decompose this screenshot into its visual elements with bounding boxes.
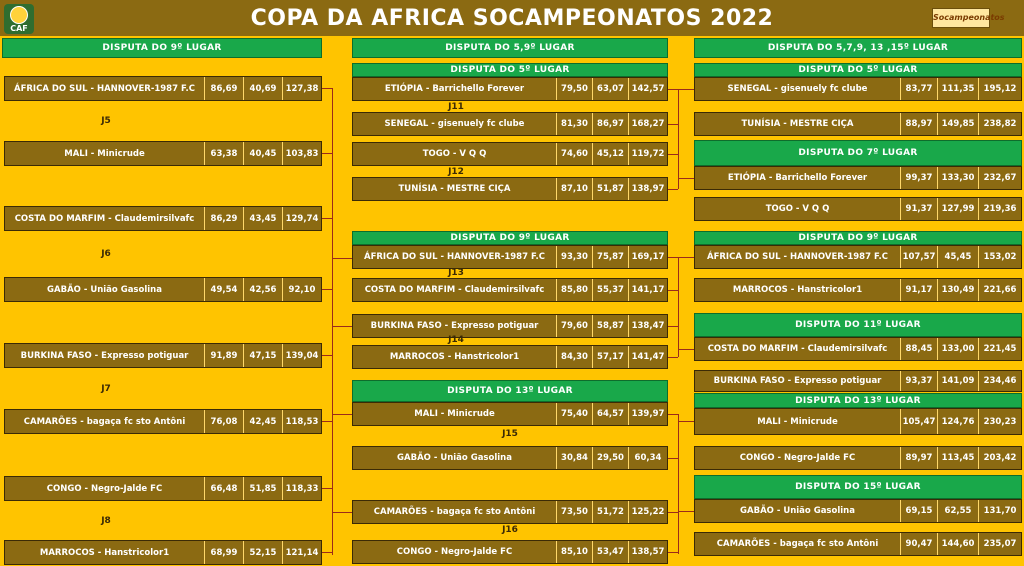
team-name: COSTA DO MARFIM - Claudemirsilvafc	[695, 338, 901, 360]
score-1: 69,15	[901, 500, 938, 522]
bracket-line	[668, 189, 678, 190]
col3-sub-header-15: DISPUTA DO 15º LUGAR	[694, 475, 1022, 499]
team-name: ETIÓPIA - Barrichello Forever	[695, 167, 901, 189]
team-name: BURKINA FASO - Expresso potiguar	[353, 315, 557, 337]
team-name: ÁFRICA DO SUL - HANNOVER-1987 F.C	[695, 246, 901, 268]
score-total: 230,23	[983, 416, 1017, 427]
team-name: TOGO - V Q Q	[353, 143, 557, 165]
game-label: J5	[101, 116, 111, 126]
game-label: J13	[448, 268, 464, 278]
team-name: COSTA DO MARFIM - Claudemirsilvafc	[353, 279, 557, 301]
game-label: J7	[101, 384, 111, 394]
score-total: 118,33	[285, 483, 319, 494]
score-total: 221,66	[983, 285, 1017, 295]
game-label: J12	[448, 167, 464, 177]
col1-header: DISPUTA DO 9º LUGAR	[2, 38, 322, 58]
score-total: 234,46	[983, 376, 1017, 386]
score-1: 86,69	[205, 77, 244, 100]
score-1: 88,45	[901, 338, 938, 360]
score-2: 40,69	[244, 77, 283, 100]
score-2: 42,56	[244, 278, 283, 301]
score-1: 86,29	[205, 207, 244, 230]
col3-row-5	[694, 245, 1022, 269]
score-1: 63,38	[205, 142, 244, 165]
score-1: 91,37	[901, 198, 938, 220]
score-total: 125,22	[631, 507, 665, 517]
team-name: ÁFRICA DO SUL - HANNOVER-1987 F.C	[5, 77, 205, 100]
bracket-line	[668, 89, 678, 90]
score-2: 64,57	[593, 403, 629, 425]
score-2: 130,49	[938, 279, 979, 301]
bracket-line	[668, 414, 678, 415]
bracket-line	[668, 512, 678, 513]
team-name: CAMARÕES - bagaça fc sto Antôni	[695, 533, 901, 555]
score-2: 58,87	[593, 315, 629, 337]
team-name: GABÃO - União Gasolina	[5, 278, 205, 301]
team-name: MALI - Minicrude	[5, 142, 205, 165]
col3-row-6	[694, 278, 1022, 302]
game-label: J14	[448, 335, 464, 345]
score-1: 79,60	[557, 315, 593, 337]
col3-row-11	[694, 499, 1022, 523]
team-name: MALI - Minicrude	[695, 409, 901, 434]
bracket-line	[332, 258, 352, 259]
score-total: 142,57	[631, 84, 665, 94]
bracket-line	[668, 124, 678, 125]
game-label: J11	[448, 102, 464, 112]
score-1: 84,30	[557, 346, 593, 368]
bracket-line	[322, 289, 332, 290]
bracket-line	[322, 488, 332, 489]
col3-sub-header-7: DISPUTA DO 7º LUGAR	[694, 140, 1022, 166]
score-1: 75,40	[557, 403, 593, 425]
score-1: 90,47	[901, 533, 938, 555]
bracket-line	[678, 511, 694, 512]
col2-row-10	[352, 446, 668, 470]
score-total: 60,34	[634, 453, 662, 463]
team-name: CAMARÕES - bagaça fc sto Antôni	[5, 410, 205, 433]
col1-row-2	[4, 141, 322, 166]
bracket-line	[668, 290, 678, 291]
bracket-line	[322, 218, 332, 219]
col2-row-1	[352, 77, 668, 101]
score-1: 66,48	[205, 477, 244, 500]
bracket-line	[678, 414, 679, 554]
score-2: 75,87	[593, 246, 629, 268]
score-total: 138,97	[631, 184, 665, 194]
bracket-line	[668, 154, 678, 155]
score-1: 91,17	[901, 279, 938, 301]
team-name: CONGO - Negro-Jalde FC	[695, 447, 901, 469]
score-total: 103,83	[285, 148, 319, 159]
game-label: J15	[502, 429, 518, 439]
score-total: 131,70	[983, 506, 1017, 516]
score-total: 119,72	[631, 149, 665, 159]
team-name: GABÃO - União Gasolina	[353, 447, 557, 469]
col1-row-8	[4, 540, 322, 565]
score-2: 141,09	[938, 371, 979, 391]
col1-row-6	[4, 409, 322, 434]
col3-row-10	[694, 446, 1022, 470]
col2-row-12	[352, 540, 668, 564]
game-label: J16	[502, 525, 518, 535]
bracket-line	[678, 349, 694, 350]
page-title: COPA DA AFRICA SOCAMPEONATOS 2022	[250, 6, 774, 31]
score-total: 118,53	[285, 416, 319, 427]
score-1: 68,99	[205, 541, 244, 564]
score-2: 55,37	[593, 279, 629, 301]
bracket-line	[322, 153, 332, 154]
col3-row-7	[694, 337, 1022, 361]
score-1: 30,84	[557, 447, 593, 469]
bracket-line	[678, 421, 694, 422]
col2-row-5	[352, 245, 668, 269]
score-1: 79,50	[557, 78, 593, 100]
score-2: 40,45	[244, 142, 283, 165]
team-name: BURKINA FASO - Expresso potiguar	[5, 344, 205, 367]
score-1: 91,89	[205, 344, 244, 367]
col2-row-6	[352, 278, 668, 302]
team-name: ETIÓPIA - Barrichello Forever	[353, 78, 557, 100]
score-1: 105,47	[901, 409, 938, 434]
bracket-line	[678, 89, 679, 189]
team-name: TUNÍSIA - MESTRE CIÇA	[695, 113, 901, 135]
bracket-line	[332, 218, 333, 378]
col3-sub-header-11: DISPUTA DO 11º LUGAR	[694, 313, 1022, 337]
team-name: CAMARÕES - bagaça fc sto Antôni	[353, 501, 557, 523]
score-1: 74,60	[557, 143, 593, 165]
col2-row-8	[352, 345, 668, 369]
game-label: J8	[101, 516, 111, 526]
score-2: 51,85	[244, 477, 283, 500]
score-2: 63,07	[593, 78, 629, 100]
score-2: 52,15	[244, 541, 283, 564]
score-total: 238,82	[983, 119, 1017, 129]
team-name: CONGO - Negro-Jalde FC	[5, 477, 205, 500]
score-total: 168,27	[631, 119, 665, 129]
score-total: 169,17	[631, 252, 665, 262]
bracket-line	[678, 89, 694, 90]
score-2: 45,45	[938, 246, 979, 268]
score-total: 203,42	[983, 453, 1017, 463]
col2-sub-header-9: DISPUTA DO 9º LUGAR	[352, 231, 668, 245]
score-2: 149,85	[938, 113, 979, 135]
col3-row-12	[694, 532, 1022, 556]
team-name: MARROCOS - Hanstricolor1	[353, 346, 557, 368]
score-2: 111,35	[938, 78, 979, 100]
col2-row-7	[352, 314, 668, 338]
sponsor-logo: Socampeonatos	[932, 8, 990, 28]
score-1: 89,97	[901, 447, 938, 469]
col2-row-4	[352, 177, 668, 201]
bracket-line	[322, 421, 332, 422]
col3-row-8	[694, 370, 1022, 392]
col3-header: DISPUTA DO 5,7,9, 13 ,15º LUGAR	[694, 38, 1022, 58]
col3-sub-header-9: DISPUTA DO 9º LUGAR	[694, 231, 1022, 245]
score-2: 133,00	[938, 338, 979, 360]
score-2: 51,87	[593, 178, 629, 200]
score-1: 76,08	[205, 410, 244, 433]
bracket-line	[332, 414, 352, 415]
col1-row-4	[4, 277, 322, 302]
col2-header: DISPUTA DO 5,9º LUGAR	[352, 38, 668, 58]
score-1: 81,30	[557, 113, 593, 135]
score-total: 129,74	[285, 213, 319, 224]
score-total: 138,47	[631, 321, 665, 331]
team-name: MARROCOS - Hanstricolor1	[695, 279, 901, 301]
score-1: 85,80	[557, 279, 593, 301]
score-total: 141,17	[631, 285, 665, 295]
score-2: 57,17	[593, 346, 629, 368]
score-2: 133,30	[938, 167, 979, 189]
score-total: 92,10	[288, 284, 316, 295]
score-1: 85,10	[557, 541, 593, 563]
score-1: 99,37	[901, 167, 938, 189]
col3-row-2	[694, 112, 1022, 136]
score-total: 127,38	[285, 83, 319, 94]
score-total: 232,67	[983, 173, 1017, 183]
score-1: 88,97	[901, 113, 938, 135]
score-2: 45,12	[593, 143, 629, 165]
bracket-line	[322, 355, 332, 356]
col1-row-5	[4, 343, 322, 368]
bracket-line	[322, 88, 332, 89]
team-name: ÁFRICA DO SUL - HANNOVER-1987 F.C	[353, 246, 557, 268]
team-name: SENEGAL - gisenuely fc clube	[695, 78, 901, 100]
col3-row-1	[694, 77, 1022, 101]
bracket-line	[668, 326, 678, 327]
team-name: GABÃO - União Gasolina	[695, 500, 901, 522]
score-2: 86,97	[593, 113, 629, 135]
col3-sub-header-5: DISPUTA DO 5º LUGAR	[694, 63, 1022, 77]
bracket-line	[678, 178, 694, 179]
score-total: 139,04	[285, 350, 319, 361]
score-1: 93,37	[901, 371, 938, 391]
score-total: 121,14	[285, 547, 319, 558]
team-name: MALI - Minicrude	[353, 403, 557, 425]
col2-sub-header-5: DISPUTA DO 5º LUGAR	[352, 63, 668, 77]
score-2: 144,60	[938, 533, 979, 555]
team-name: COSTA DO MARFIM - Claudemirsilvafc	[5, 207, 205, 230]
team-name: SENEGAL - gisenuely fc clube	[353, 113, 557, 135]
col2-row-11	[352, 500, 668, 524]
score-1: 83,77	[901, 78, 938, 100]
score-total: 141,47	[631, 352, 665, 362]
score-1: 49,54	[205, 278, 244, 301]
score-total: 139,97	[631, 409, 665, 419]
bracket-line	[322, 552, 332, 553]
col2-row-9	[352, 402, 668, 426]
score-2: 42,45	[244, 410, 283, 433]
col1-row-3	[4, 206, 322, 231]
game-label: J6	[101, 249, 111, 259]
score-total: 195,12	[983, 84, 1017, 94]
score-2: 47,15	[244, 344, 283, 367]
col3-row-4	[694, 197, 1022, 221]
col3-row-3	[694, 166, 1022, 190]
bracket-line	[668, 257, 678, 258]
bracket-line	[678, 257, 694, 258]
team-name: TUNÍSIA - MESTRE CIÇA	[353, 178, 557, 200]
score-total: 138,57	[631, 547, 665, 557]
score-2: 43,45	[244, 207, 283, 230]
score-1: 107,57	[901, 246, 938, 268]
score-total: 219,36	[983, 204, 1017, 214]
score-2: 53,47	[593, 541, 629, 563]
col3-row-9	[694, 408, 1022, 435]
score-2: 62,55	[938, 500, 979, 522]
score-total: 221,45	[983, 344, 1017, 354]
score-2: 127,99	[938, 198, 979, 220]
col2-row-2	[352, 112, 668, 136]
bracket-line	[332, 326, 352, 327]
bracket-line	[332, 512, 352, 513]
col1-row-1	[4, 76, 322, 101]
score-2: 113,45	[938, 447, 979, 469]
bracket-line	[668, 357, 678, 358]
score-1: 73,50	[557, 501, 593, 523]
score-2: 29,50	[593, 447, 629, 469]
col1-row-7	[4, 476, 322, 501]
col3-sub-header-13: DISPUTA DO 13º LUGAR	[694, 393, 1022, 408]
score-2: 51,72	[593, 501, 629, 523]
score-1: 87,10	[557, 178, 593, 200]
team-name: MARROCOS - Hanstricolor1	[5, 541, 205, 564]
bracket-line	[678, 257, 679, 357]
team-name: TOGO - V Q Q	[695, 198, 901, 220]
score-total: 235,07	[983, 539, 1017, 549]
bracket-line	[668, 552, 678, 553]
score-total: 153,02	[983, 252, 1017, 262]
col2-row-3	[352, 142, 668, 166]
bracket-line	[668, 458, 678, 459]
team-name: CONGO - Negro-Jalde FC	[353, 541, 557, 563]
score-1: 93,30	[557, 246, 593, 268]
bracket-line	[332, 355, 333, 555]
team-name: BURKINA FASO - Expresso potiguar	[695, 371, 901, 391]
score-2: 124,76	[938, 409, 979, 434]
caf-logo-text: CAF	[10, 24, 28, 33]
col2-sub-header-13: DISPUTA DO 13º LUGAR	[352, 380, 668, 402]
